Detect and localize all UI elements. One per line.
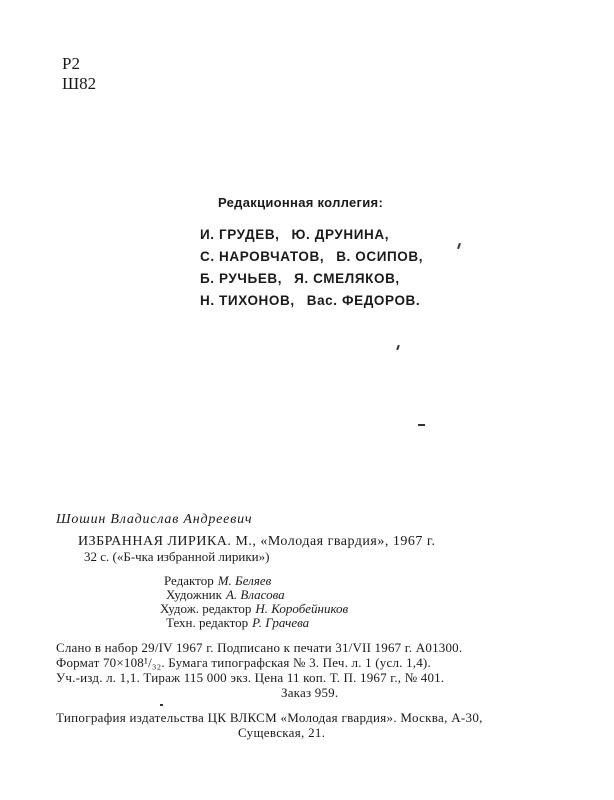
board-member: Я. СМЕЛЯКОВ, <box>294 271 400 286</box>
editorial-board-row <box>200 290 423 312</box>
order-number: Заказ 959. <box>281 685 339 700</box>
staff-line <box>164 574 483 588</box>
bibliographic-description <box>78 534 483 564</box>
board-member: Ю. ДРУНИНА, <box>291 227 390 242</box>
scan-speck <box>418 424 425 426</box>
printing-house <box>56 710 483 740</box>
board-member: С. НАРОВЧАТОВ, <box>200 249 325 264</box>
staff-role: Художник <box>166 587 222 602</box>
print-info-line: Слано в набор 29/IV 1967 г. Подписано к печати 31/VII 1967 г. А01300. <box>56 640 463 655</box>
board-member: В. ОСИПОВ, <box>336 249 424 264</box>
board-member: Н. ТИХОНОВ, <box>200 293 295 308</box>
staff-name: М. Беляев <box>217 573 272 588</box>
staff-name: Н. Коробейников <box>255 601 349 616</box>
staff-role: Худож. редактор <box>160 601 252 616</box>
staff-role: Техн. редактор <box>166 615 249 630</box>
staff-name: А. Власова <box>225 587 285 602</box>
library-code-author: Ш82 <box>62 74 97 93</box>
bibliographic-line-1: ИЗБРАННАЯ ЛИРИКА. М., «Молодая гвардия», 1967 г. <box>78 534 436 549</box>
editorial-board-row <box>200 224 423 246</box>
editorial-board-row <box>200 268 423 290</box>
editorial-board-heading: Редакционная коллегия: <box>218 195 384 210</box>
bibliographic-line-2: 32 с. («Б-чка избранной лирики») <box>84 549 270 564</box>
author-name: Шошин Владислав Андреевич <box>56 512 253 527</box>
editorial-board-list <box>200 224 423 312</box>
board-member: И. ГРУДЕВ, <box>200 227 280 242</box>
editorial-board-row <box>200 246 423 268</box>
print-specifications <box>56 640 483 700</box>
staff-line <box>166 588 483 602</box>
staff-role: Редактор <box>164 573 214 588</box>
printing-house-line: Типография издательства ЦК ВЛКСМ «Молодая гвардия». Москва, А-30, <box>56 710 483 725</box>
scan-speck <box>160 704 163 706</box>
production-staff <box>160 573 483 630</box>
staff-line <box>160 602 483 616</box>
library-classification-codes <box>62 54 96 94</box>
print-info-line: Формат 70×108¹/₃₂. Бумага типографская № 3. Печ. л. 1 (усл. 1,4). <box>56 655 431 670</box>
staff-line <box>166 616 483 630</box>
library-code-bbk: Р2 <box>62 54 80 73</box>
print-info-line: Уч.-изд. л. 1,1. Тираж 115 000 экз. Цена 11 коп. Т. П. 1967 г., № 401. <box>56 670 445 685</box>
scan-speck <box>396 345 400 350</box>
board-member: Вас. ФЕДОРОВ. <box>306 293 421 308</box>
staff-name: Р. Грачева <box>252 615 310 630</box>
scan-speck <box>457 243 461 249</box>
printing-house-address: Сущевская, 21. <box>238 725 326 740</box>
board-member: Б. РУЧЬЕВ, <box>200 271 283 286</box>
imprint-block <box>56 512 483 740</box>
